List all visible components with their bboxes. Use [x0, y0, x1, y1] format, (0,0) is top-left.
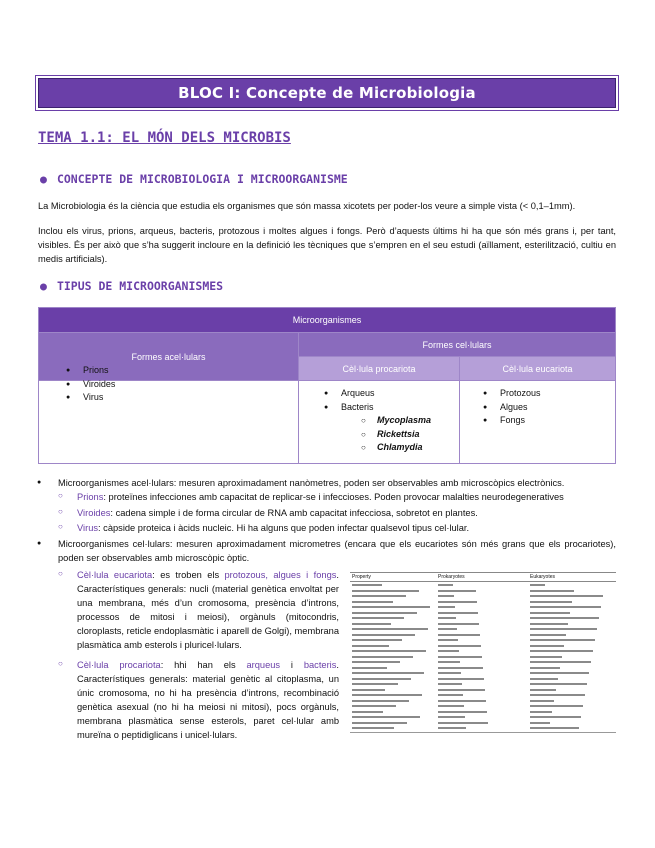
comparison-table-cell — [438, 689, 485, 691]
term-bacteris: bacteris — [303, 660, 337, 670]
table-header-procariota: Cèl·lula procariota — [299, 357, 460, 381]
text: : es troben els — [152, 570, 225, 580]
comparison-table-cell — [352, 678, 411, 680]
comparison-table-cell — [530, 672, 589, 674]
comparison-table-row — [350, 634, 616, 639]
list-item: ● Algues — [500, 401, 615, 415]
bullet-icon: ● — [37, 540, 42, 547]
term-procariota: Cèl·lula procariota — [77, 660, 161, 670]
comparison-table-cell — [352, 722, 407, 724]
comparison-table-header — [350, 572, 616, 582]
comparison-table-cell — [352, 694, 422, 696]
comparison-table-cell — [352, 667, 387, 669]
comparison-table-cell — [352, 700, 409, 702]
comparison-table-cell — [530, 584, 545, 586]
comparison-table-row — [350, 612, 616, 617]
comparison-table-cell — [530, 628, 597, 630]
column-header: Eukaryotes — [530, 574, 556, 580]
comparison-table-cell — [438, 628, 457, 630]
list-item: ● Arqueus — [341, 387, 459, 401]
text: i — [280, 660, 304, 670]
comparison-table-cell — [530, 667, 560, 669]
comparison-table-cell — [530, 689, 556, 691]
paragraph-prions — [77, 490, 617, 504]
paragraph-cel: Microorganismes cel·lulars: mesuren aproximadament micrometres (encara que els eucariotes són més grans que els procariotes), poden ser observables amb microscòpic òptic. — [58, 539, 616, 563]
text: : cadena simple i de forma circular de RNA amb capacitat infecciosa, sobretot en plantes. — [110, 508, 478, 518]
list-item: ● Viroides — [83, 378, 298, 392]
bloc-title: BLOC I: Concepte de Microbiologia — [178, 84, 476, 102]
list-item: ○ Mycoplasma — [377, 414, 459, 428]
paragraph-includes: Inclou els virus, prions, arqueus, bacteris, protozous i moltes algues i fongs. Però d’aquests últims hi ha que són més grans i, per tant, visibles. És per això que s’ha suggerit incloure en la definició les tècniques que s’empren en el seu estudi (aïllament, esterilització, cultiu en medis artificials). — [38, 226, 616, 264]
table-header-microorganismes: Microorganismes — [39, 308, 616, 333]
text: Característiques generals: material genètic al citoplasma, un únic cromosoma, no hi ha presència d’introns, recombinació genètica asexual (no hi ha meiosi ni mitosi), pocs orgànuls, membrana plasmàtica sense esterols, paret cel·lular amb mureïna o peptidiglicans i unicel·lulars. — [77, 674, 339, 740]
comparison-table-cell — [352, 645, 389, 647]
comparison-table-cell — [530, 590, 574, 592]
term-eucariota: Cèl·lula eucariota — [77, 570, 153, 580]
comparison-table-row — [350, 617, 616, 622]
comparison-table-cell — [352, 705, 396, 707]
list-item: ○ Chlamydia — [377, 441, 459, 455]
comparison-table-cell — [352, 727, 394, 729]
paragraph-eucariota: Cèl·lula eucariota: es troben els protozous, algues i fongs. Característiques generals: nucli (material genètica envoltat per una membrana, més d’un cromosoma, presència d’introns, processos de mitosi i meiosi), orgànuls (mitocondris, cloroplasts, reticle endoplasmàtic i aparell de Golgi), membrana plasmàtica amb esterols i pluricel·lulars. — [77, 570, 339, 650]
comparison-table-cell — [352, 634, 415, 636]
circle-bullet-icon: ○ — [58, 659, 63, 668]
comparison-table-cell — [438, 705, 464, 707]
paragraph-definition: La Microbiologia és la ciència que estudia els organismes que són massa xicotets per poder-los veure a simple vista (< 0,1–1mm). — [38, 201, 576, 211]
table-cell-acel — [39, 365, 299, 464]
comparison-table-cell — [352, 590, 419, 592]
bloc-title-banner — [38, 78, 616, 108]
comparison-table-cell — [530, 650, 593, 652]
comparison-table-cell — [438, 584, 453, 586]
section-heading-concepte — [40, 172, 348, 186]
tema-title: TEMA 1.1: EL MÓN DELS MICROBIS — [38, 130, 291, 146]
circle-bullet-icon: ○ — [58, 522, 63, 531]
paragraph-procariota: Cèl·lula procariota: hhi han els arqueus i bacteris. Característiques generals: material genètic al citoplasma, un únic cromosoma, no hi ha presència d’introns, recombinació genètica asexual (no hi ha meiosi ni mitosi), pocs orgànuls, membrana plasmàtica sense esterols, paret cel·lular amb mureïna o peptidiglicans i unicel·lulars. — [77, 660, 339, 740]
comparison-table-cell — [438, 590, 476, 592]
comparison-table-cell — [530, 661, 591, 663]
comparison-table-row — [350, 650, 616, 655]
circle-bullet-icon: ○ — [58, 491, 63, 500]
comparison-table-cell — [438, 694, 463, 696]
comparison-table-cell — [438, 722, 488, 724]
comparison-table-cell — [438, 672, 461, 674]
comparison-table-cell — [530, 601, 572, 603]
comparison-table-cell — [438, 667, 483, 669]
comparison-table-cell — [530, 705, 583, 707]
term-euc-groups: protozous, algues i fongs — [224, 570, 337, 580]
paragraph-viroides — [77, 506, 617, 520]
comparison-table-row — [350, 590, 616, 595]
comparison-table-cell — [352, 612, 417, 614]
text: : proteïnes infecciones amb capacitat de replicar-se i infeccioses. Poden provocar malalties neurodegeneratives — [103, 492, 564, 502]
comparison-table-cell — [438, 623, 479, 625]
comparison-table-cell — [530, 639, 595, 641]
comparison-table-row — [350, 628, 616, 633]
comparison-table-row — [350, 716, 616, 721]
comparison-table-cell — [352, 716, 420, 718]
comparison-table-cell — [530, 623, 568, 625]
term-arqueus: arqueus — [246, 660, 281, 670]
text: : càpside proteica i àcids nucleic. Hi ha alguns que poden infectar qualsevol tipus cel·lular. — [98, 523, 470, 533]
comparison-table-cell — [352, 650, 426, 652]
comparison-table-cell — [530, 711, 552, 713]
comparison-table-cell — [352, 601, 393, 603]
comparison-table-footer — [350, 732, 616, 733]
comparison-table-cell — [352, 661, 400, 663]
comparison-table-cell — [530, 722, 550, 724]
comparison-table-cell — [530, 716, 581, 718]
comparison-table-row — [350, 661, 616, 666]
comparison-table-cell — [352, 656, 413, 658]
list-item: ● Virus — [83, 391, 298, 405]
comparison-table-cell — [438, 645, 481, 647]
term-viroides: Viroides — [77, 508, 111, 518]
comparison-table-row — [350, 689, 616, 694]
table-header-acel: Formes acel·lulars — [39, 333, 299, 381]
bullet-icon: ● — [40, 172, 47, 186]
comparison-table-cell — [438, 700, 486, 702]
comparison-table-row — [350, 623, 616, 628]
comparison-table-cell — [438, 727, 466, 729]
comparison-table-cell — [530, 727, 579, 729]
comparison-table-cell — [530, 694, 585, 696]
comparison-table-cell — [438, 661, 460, 663]
comparison-table-cell — [352, 623, 391, 625]
comparison-table-cell — [438, 716, 465, 718]
circle-bullet-icon: ○ — [58, 569, 63, 578]
bullet-icon: ● — [40, 279, 47, 293]
comparison-table-cell — [438, 595, 454, 597]
table-header-eucariota: Cèl·lula eucariota — [460, 357, 616, 381]
comparison-table-cell — [438, 606, 455, 608]
term-virus: Virus — [77, 523, 99, 533]
paragraph-acel: Microorganismes acel·lulars: mesuren aproximadament nanòmetres, poden ser observables amb microscòpics electrònics. — [58, 478, 565, 488]
comparison-table-cell — [352, 672, 424, 674]
comparison-table-cell — [352, 606, 430, 608]
column-header: Property — [352, 574, 371, 580]
comparison-table-row — [350, 595, 616, 600]
comparison-table-row — [350, 584, 616, 589]
comparison-table-cell — [438, 650, 459, 652]
comparison-table-row — [350, 705, 616, 710]
comparison-table-cell — [352, 595, 406, 597]
term-prions: Prions — [77, 492, 104, 502]
comparison-table-cell — [352, 639, 402, 641]
list-item: ● Prions — [83, 364, 298, 378]
list-item: ● Fongs — [500, 414, 615, 428]
table-header-cel: Formes cel·lulars — [299, 333, 616, 357]
comparison-table-cell — [438, 639, 458, 641]
comparison-table-cell — [530, 606, 601, 608]
list-item: ● Protozous — [500, 387, 615, 401]
comparison-table-cell — [530, 645, 564, 647]
section-title: CONCEPTE DE MICROBIOLOGIA I MICROORGANISME — [56, 172, 348, 186]
bullet-icon: ● — [37, 479, 42, 486]
comparison-table-cell — [438, 617, 456, 619]
comparison-table-row — [350, 683, 616, 688]
comparison-table-cell — [530, 634, 566, 636]
comparison-table-cell — [438, 683, 462, 685]
comparison-table-row — [350, 656, 616, 661]
comparison-table-cell — [438, 612, 478, 614]
comparison-table-cell — [530, 683, 587, 685]
comparison-table-row — [350, 645, 616, 650]
comparison-table-cell — [352, 683, 398, 685]
comparison-table-cell — [352, 628, 428, 630]
comparison-table-cell — [352, 689, 385, 691]
comparison-table-row — [350, 711, 616, 716]
paragraph-virus — [77, 521, 617, 535]
comparison-table-row — [350, 700, 616, 705]
table-cell-procariota — [299, 381, 460, 464]
comparison-table-cell — [530, 595, 603, 597]
section-title: TIPUS DE MICROORGANISMES — [56, 279, 224, 293]
circle-bullet-icon: ○ — [58, 507, 63, 516]
comparison-table-cell — [438, 634, 480, 636]
comparison-table-cell — [530, 700, 554, 702]
comparison-table-row — [350, 694, 616, 699]
column-header: Prokaryotes — [438, 574, 465, 580]
comparison-table-cell — [352, 711, 383, 713]
comparison-table-cell — [530, 656, 562, 658]
comparison-table-cell — [530, 617, 599, 619]
comparison-table-cell — [530, 678, 558, 680]
comparison-table-row — [350, 639, 616, 644]
list-item-label: Bacteris — [341, 401, 374, 412]
comparison-table-cell — [352, 617, 404, 619]
comparison-table-row — [350, 667, 616, 672]
comparison-table-cell — [438, 656, 482, 658]
comparison-table-cell — [530, 612, 570, 614]
text: Característiques generals: nucli (material genètica envoltat per una membrana, més d’un cromosoma, presència d’introns, processos de mitosi i meiosi), orgànuls (mitocondris, cloroplasts, reticle endoplasmàtic i aparell de Golgi), membrana plasmàtica amb esterols i pluricel·lulars. — [77, 584, 339, 650]
comparison-table-row — [350, 722, 616, 727]
comparison-table-row — [350, 678, 616, 683]
comparison-table-cell — [438, 601, 477, 603]
comparison-table-row — [350, 672, 616, 677]
comparison-table-image — [350, 572, 616, 744]
comparison-table-row — [350, 606, 616, 611]
comparison-table-row — [350, 601, 616, 606]
section-heading-tipus — [40, 279, 223, 293]
microorganisms-table — [38, 307, 616, 464]
comparison-table-cell — [438, 711, 487, 713]
comparison-table-cell — [438, 678, 484, 680]
list-item: ○ Rickettsia — [377, 428, 459, 442]
comparison-table-cell — [352, 584, 382, 586]
list-item — [341, 401, 459, 455]
text: : hhi han els — [160, 660, 247, 670]
table-cell-eucariota — [460, 381, 616, 464]
